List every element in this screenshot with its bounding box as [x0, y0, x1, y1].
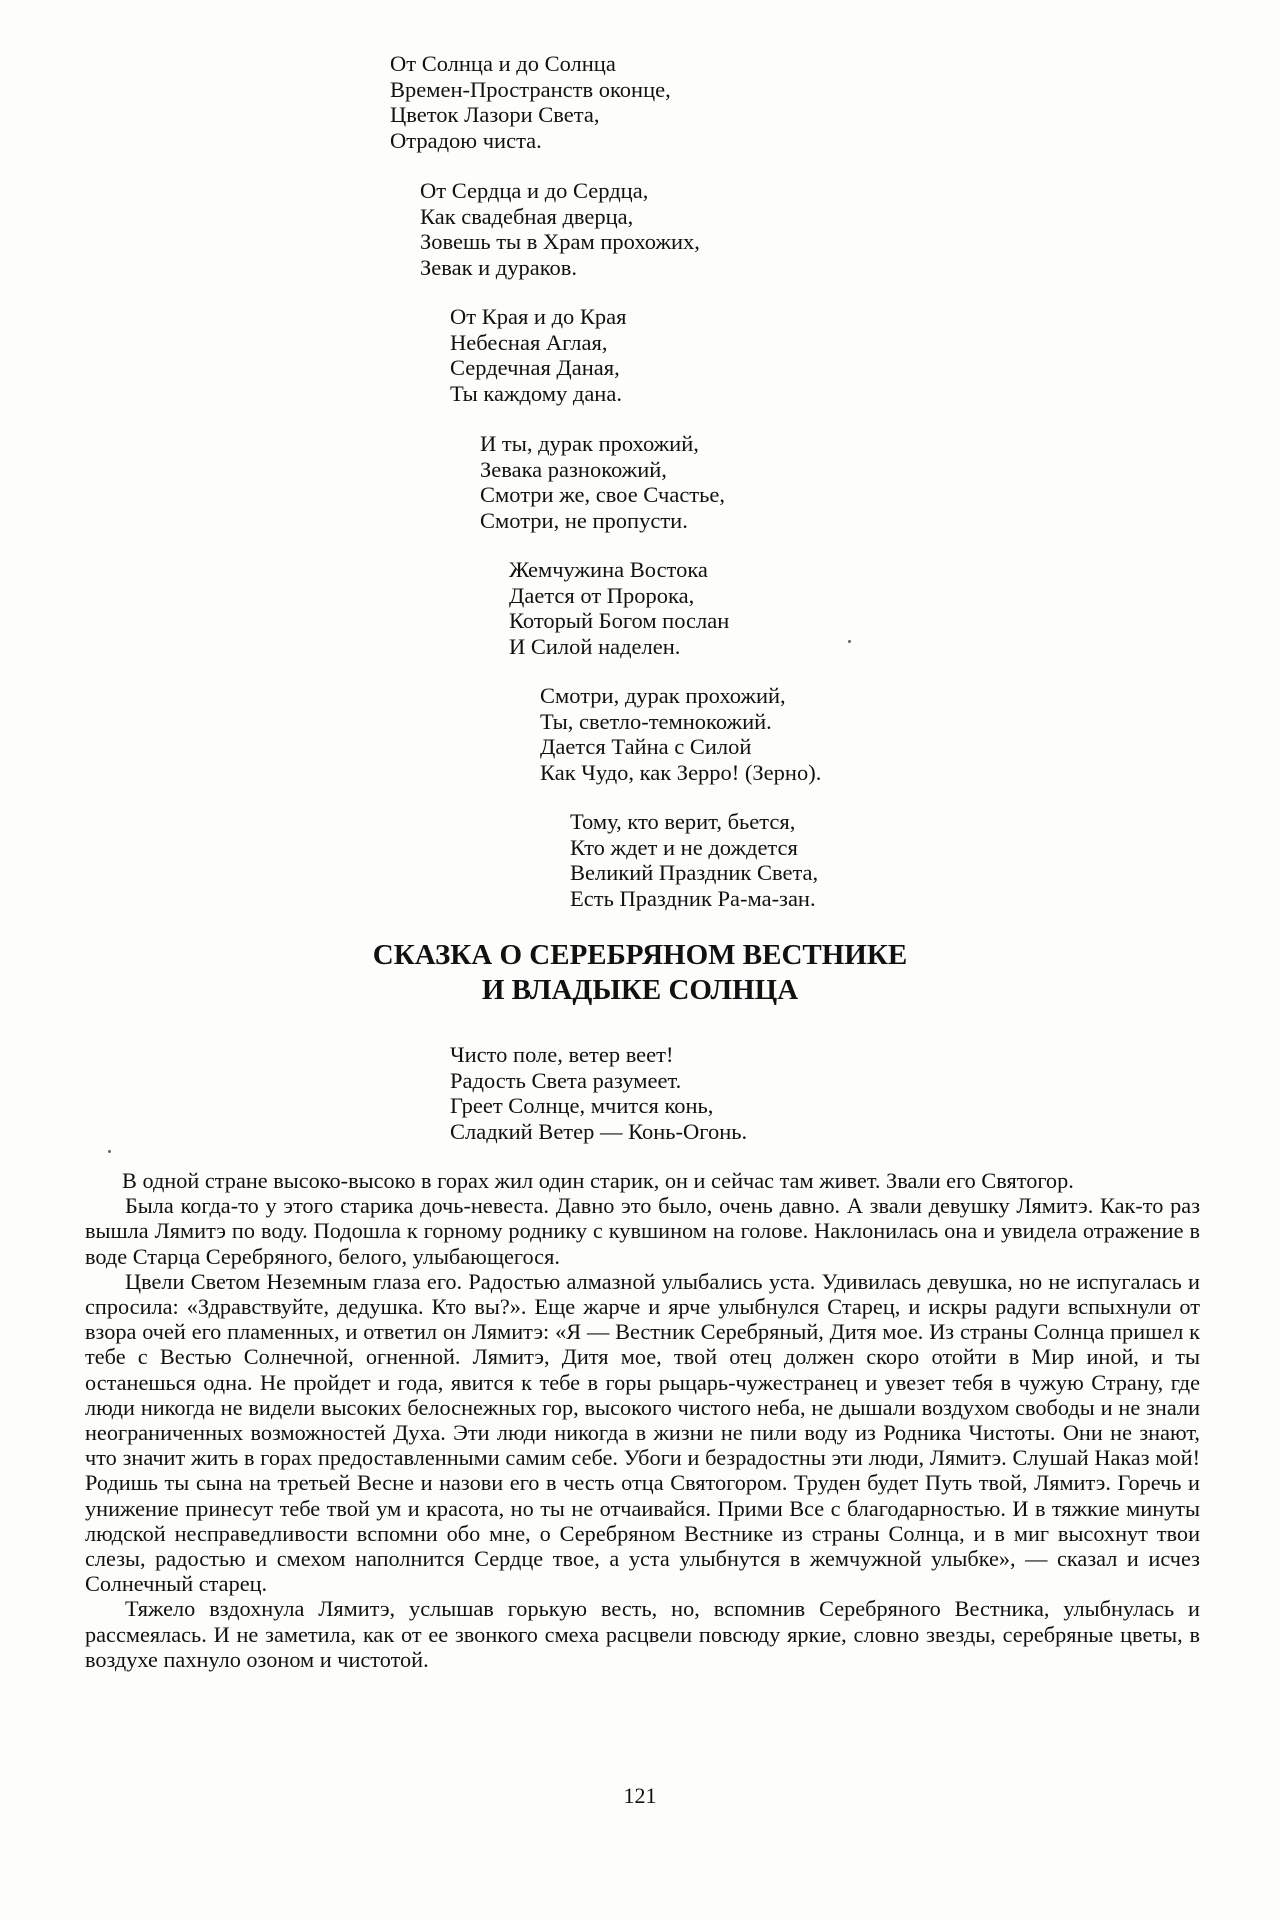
poem-line: И ты, дурак прохожий, [480, 431, 699, 456]
poem-line: Ты, светло-темнокожий. [540, 708, 772, 734]
poem-stanza-4 [480, 431, 725, 533]
epigraph-line: Радость Света разумеет. [450, 1067, 682, 1093]
poem-line: От Сердца и до Сердца, [420, 178, 649, 203]
paragraph: Цвели Светом Неземным глаза его. Радостью алмазной улыбались уста. Удивилась девушка, но не испугалась и спросила: «Здравствуйте, дедушка. Кто вы?». Еще жарче и ярче улыбнулся Старец, и искры радуги вспыхнули от взора очей его пламенных, и ответил он Лямитэ: «Я — Вестник Серебряный, Дитя мое. Из страны Солнца пришел к тебе с Вестью Солнечной, огненной. Лямитэ, Дитя мое, твой отец должен скоро отойти в Мир иной, и ты останешься одна. Не пройдет и года, явится к тебе в горы рыцарь-чужестранец и увезет тебя в чужую Страну, где люди никогда не видели высоких белоснежных гор, высокого чистого неба, не дышали воздухом свободы и не знали неограниченных возможностей Духа. Эти люди никогда в жизни не пили воду из Родника Чистоты. Они не знают, что значит жить в горах предоставленными самим себе. Убоги и безрадостны эти люди, Лямитэ. Слушай Наказ мой! Родишь ты сына на третьей Весне и назови его в честь отца Святогором. Труден будет Путь твой, Лямитэ. Горечь и унижение принесут тебе твой ум и красота, но ты не отчаивайся. Прими Все с благодарностью. И в тяжкие минуты людской несправедливости вспомни обо мне, о Серебряном Вестнике из страны Солнца, и в миг высохнут твои слезы, радостью и смехом наполнится Сердце твое, а уста улыбнутся в жемчужной улыбке», — сказал и исчез Солнечный старец. [85, 1268, 1200, 1597]
epigraph-line: Чисто поле, ветер веет! [450, 1042, 674, 1067]
poem-line: Как Чудо, как Зерро! (Зерно). [540, 759, 822, 785]
story-title [0, 938, 1280, 1008]
poem-line: От Солнца и до Солнца [390, 51, 616, 76]
poem-line: Зевака разнокожий, [480, 456, 667, 482]
poem-line: Как свадебная дверца, [420, 203, 634, 229]
poem-stanza-1 [390, 51, 671, 153]
poem-stanza-7 [570, 809, 818, 911]
poem-stanza-5 [509, 557, 729, 659]
poem-stanza-2 [420, 178, 700, 280]
poem-line: Цветок Лазори Света, [390, 102, 600, 127]
poem-line: Отрадою чиста. [390, 127, 542, 153]
poem-line: Смотри же, свое Счастье, [480, 482, 726, 507]
paragraph: Была когда-то у этого старика дочь-невеста. Давно это было, очень давно. А звали девушку Лямитэ. Как-то раз вышла Лямитэ по воду. Подошла к горному роднику с кувшином на голове. Наклонилась она и увидела отражение в воде Старца Серебряного, белого, улыбающегося. [85, 1193, 1200, 1269]
story-body [85, 1168, 1200, 1672]
scan-speck [108, 1150, 111, 1153]
poem-line: Ты каждому дана. [450, 380, 622, 406]
poem-line: Есть Праздник Ра-ма-зан. [570, 885, 816, 911]
epigraph-stanza [450, 1042, 747, 1144]
poem-line: Смотри, не пропусти. [480, 507, 688, 533]
poem-line: От Края и до Края [450, 304, 627, 329]
poem-line: Сердечная Даная, [450, 355, 620, 380]
scan-speck [848, 640, 851, 643]
story-title-line-1: СКАЗКА О СЕРЕБРЯНОМ ВЕСТНИКЕ [372, 939, 908, 971]
poem-line: И Силой наделен. [509, 633, 681, 659]
epigraph-line: Сладкий Ветер — Конь-Огонь. [450, 1118, 748, 1144]
poem-line: Дается Тайна с Силой [540, 734, 752, 759]
poem-line: Зевак и дураков. [420, 254, 578, 280]
poem-line: Тому, кто верит, бьется, [570, 809, 796, 834]
poem-line: Времен-Пространств оконце, [390, 76, 671, 102]
poem-line: Великий Праздник Света, [570, 860, 819, 885]
paragraph: В одной стране высоко-высоко в горах жил один старик, он и сейчас там живет. Звали его Святогор. [122, 1168, 1074, 1193]
poem-line: Жемчужина Востока [509, 557, 708, 582]
poem-line: Который Богом послан [509, 608, 730, 633]
story-title-line-2: И ВЛАДЫКЕ СОЛНЦА [481, 974, 799, 1006]
epigraph-line: Греет Солнце, мчится конь, [450, 1093, 714, 1118]
paragraph: Тяжело вздохнула Лямитэ, услышав горькую весть, но, вспомнив Серебряного Вестника, улыбнулась и рассмеялась. И не заметила, как от ее звонкого смеха расцвели повсюду яркие, словно звезды, серебряные цветы, в воздухе пахнуло озоном и чистотой. [85, 1596, 1200, 1672]
page-number: 121 [623, 1783, 657, 1808]
poem-line: Небесная Аглая, [450, 329, 608, 355]
poem-line: Дается от Пророка, [509, 582, 695, 608]
poem-line: Кто ждет и не дождется [570, 834, 798, 860]
poem-stanza-3 [450, 304, 627, 406]
poem-line: Смотри, дурак прохожий, [540, 683, 786, 708]
poem-stanza-6 [540, 683, 821, 785]
poem-line: Зовешь ты в Храм прохожих, [420, 229, 700, 254]
